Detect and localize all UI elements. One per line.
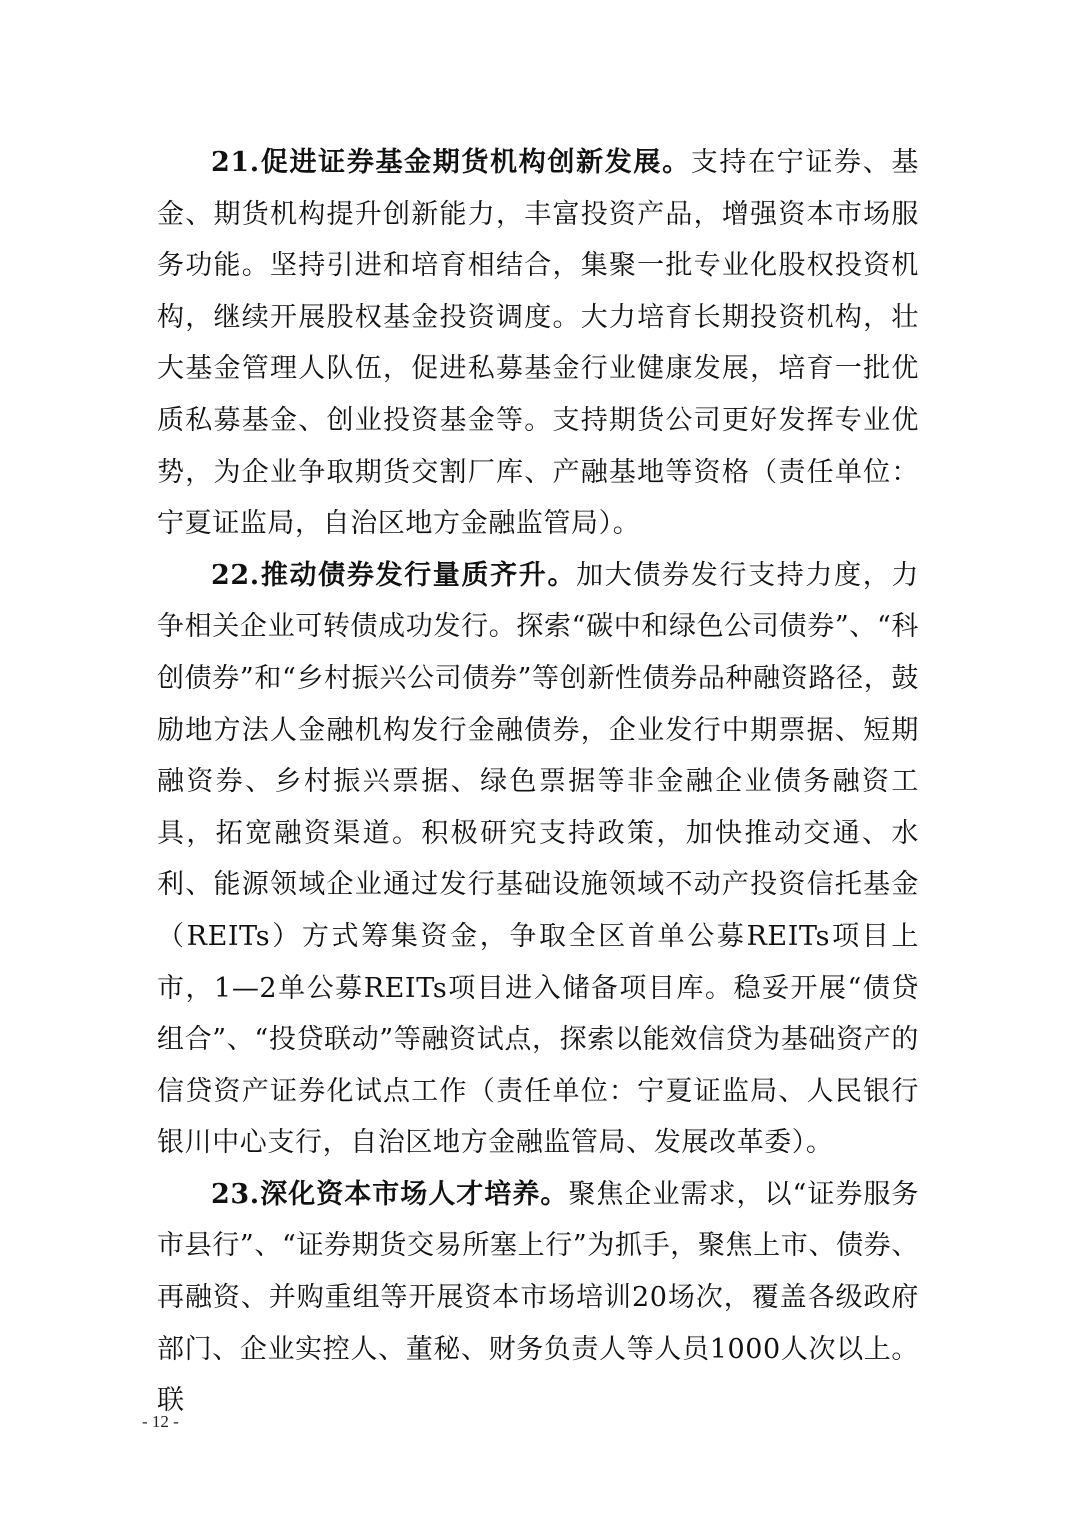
document-body bbox=[157, 137, 919, 1427]
paragraph-21-text: 支持在宁证券、基金、期货机构提升创新能力，丰富投资产品，增强资本市场服务功能。坚持引进和培育相结合，集聚一批专业化股权投资机构，继续开展股权基金投资调度。大力培育长期投资机构，壮大基金管理人队伍，促进私募基金行业健康发展，培育一批优质私募基金、创业投资基金等。支持期货公司更好发挥专业优势，为企业争取期货交割厂库、产融基地等资格（责任单位：宁夏证监局，自治区地方金融监管局）。 bbox=[157, 147, 919, 540]
paragraph-21 bbox=[157, 137, 919, 550]
paragraph-22-text: 加大债券发行支持力度，力争相关企业可转债成功发行。探索“碳中和绿色公司债券”、“科创债券”和“乡村振兴公司债券”等创新性债券品种融资路径，鼓励地方法人金融机构发行金融债券，企业发行中期票据、短期融资券、乡村振兴票据、绿色票据等非金融企业债务融资工具，拓宽融资渠道。积极研究支持政策，加快推动交通、水利、能源领域企业通过发行基础设施领域不动产投资信托基金（REITs）方式筹集资金，争取全区首单公募REITs项目上市，1—2单公募REITs项目进入储备项目库。稳妥开展“债贷组合”、“投贷联动”等融资试点，探索以能效信贷为基础资产的信贷资产证券化试点工作（责任单位：宁夏证监局、人民银行银川中心支行，自治区地方金融监管局、发展改革委）。 bbox=[157, 559, 920, 1159]
paragraph-21-heading: 21.促进证券基金期货机构创新发展。 bbox=[211, 147, 691, 178]
paragraph-23-heading: 23.深化资本市场人才培养。 bbox=[211, 1178, 569, 1210]
page-number: - 12 - bbox=[142, 1412, 179, 1431]
paragraph-23-text: 聚焦企业需求，以“证券服务市县行”、“证券期货交易所塞上行”为抓手，聚焦上市、债券、再融资、并购重组等开展资本市场培训20场次，覆盖各级政府部门、企业实控人、董秘、财务负责人等人员1000人次以上。联 bbox=[157, 1178, 920, 1417]
paragraph-22 bbox=[157, 550, 919, 1169]
paragraph-22-heading: 22.推动债券发行量质齐升。 bbox=[211, 559, 577, 591]
paragraph-23 bbox=[157, 1169, 919, 1427]
